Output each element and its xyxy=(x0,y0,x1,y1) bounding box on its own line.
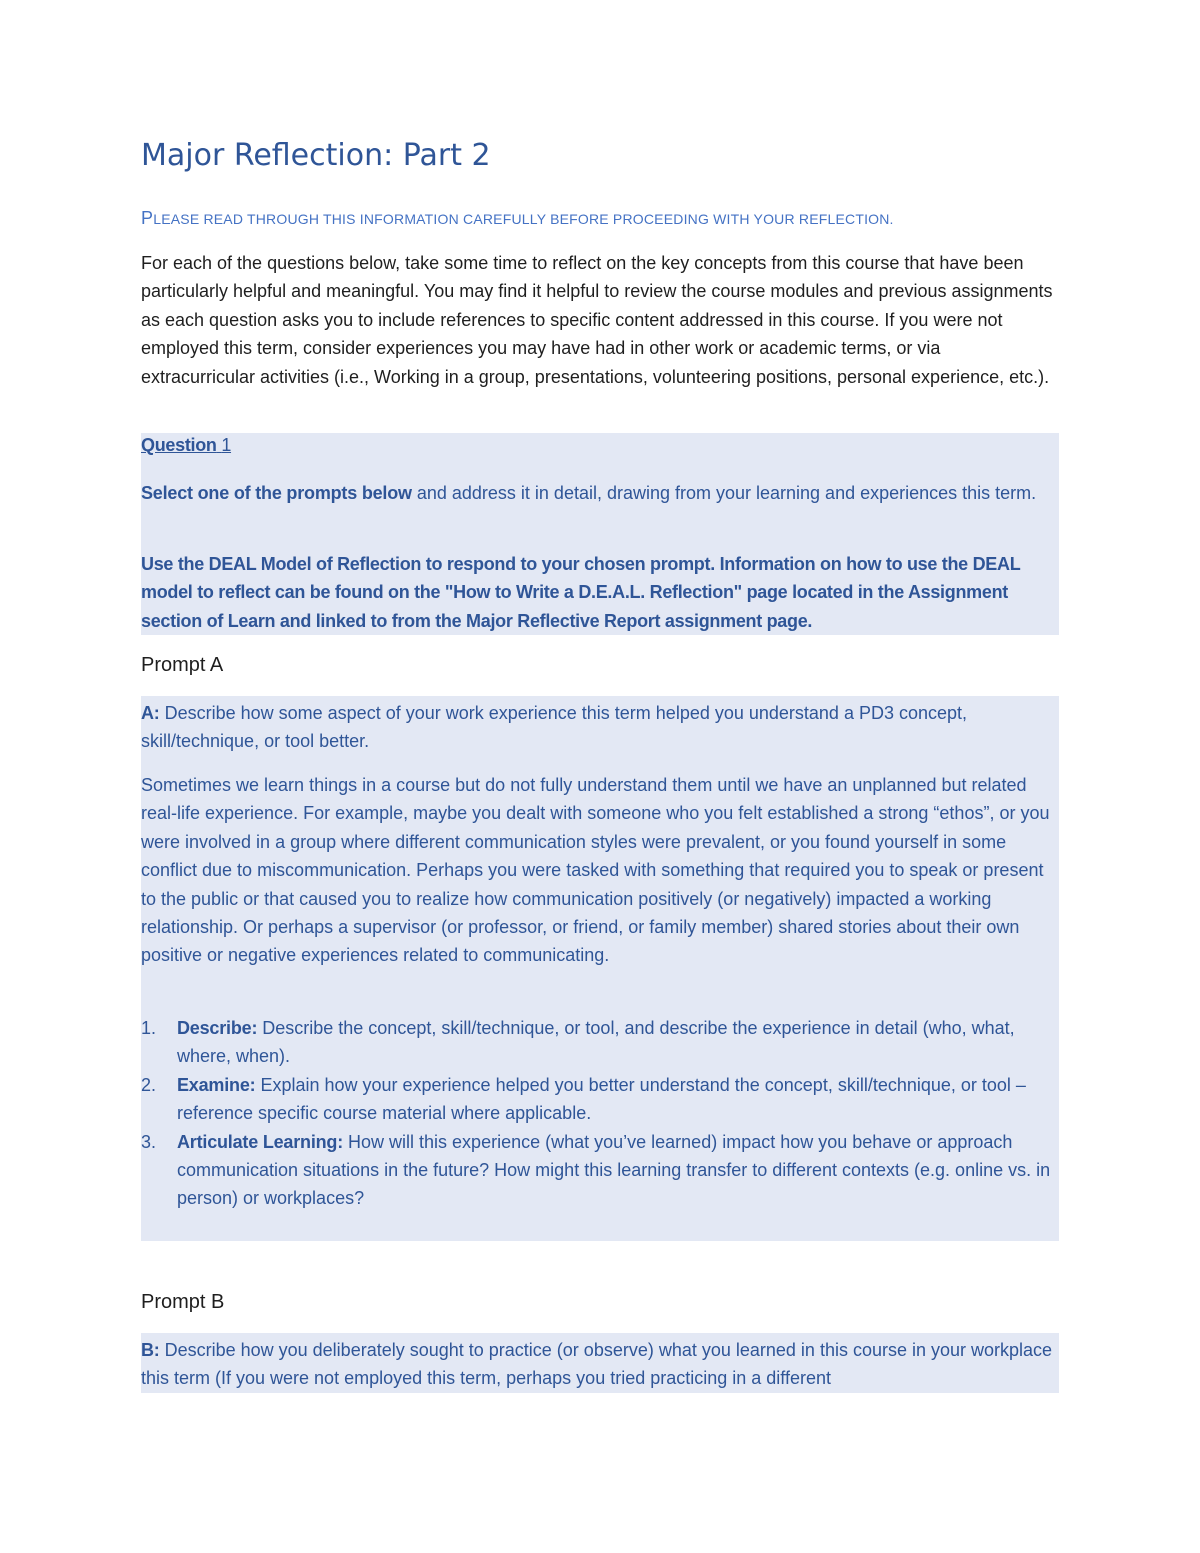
deal-step-articulate xyxy=(141,1128,1053,1213)
question-1-deal-paragraph: Use the DEAL Model of Reflection to respond to your chosen prompt. Information on how to use the DEAL model to reflect can be found on the "How to Write a D.E.A.L. Reflection" page located in the Assignment section of Learn and linked to from the Major Reflective Report assignment page. xyxy=(141,554,1021,631)
step-text: How will this experience (what you’ve learned) impact how you behave or approach communication situations in the future? How might this learning transfer to different contexts (e.g. online vs. in person) or workplaces? xyxy=(177,1131,1051,1209)
step-text: Describe the concept, skill/technique, or tool, and describe the experience in detail (who, what, where, when). xyxy=(177,1018,1015,1067)
deal-step-describe xyxy=(141,1014,1053,1071)
step-label: Describe: xyxy=(177,1018,258,1038)
intro-paragraph: For each of the questions below, take some time to reflect on the key concepts from this course that have been particularly helpful and meaningful. You may find it helpful to review the course modules and previous assignments as each question asks you to include references to specific content addressed in this course. If you were not employed this term, consider experiences you may have had in other work or academic terms, or via extracurricular activities (i.e., Working in a group, presentations, volunteering positions, personal experience, etc.). xyxy=(141,253,1053,387)
prompt-a-description xyxy=(141,699,1053,756)
step-number: 3. xyxy=(141,1131,157,1152)
prompt-b-label: B: xyxy=(141,1340,160,1360)
prompt-a-text: Describe how some aspect of your work experience this term helped you understand a PD3 concept, skill/technique, or tool better. xyxy=(141,703,968,752)
deal-step-examine xyxy=(141,1071,1053,1128)
step-label: Articulate Learning: xyxy=(177,1131,344,1152)
question-1-heading xyxy=(141,435,231,456)
instruction-subtitle xyxy=(141,208,894,229)
question-1-heading-num: 1 xyxy=(221,435,232,455)
subtitle-rest: LEASE READ THROUGH THIS INFORMATION CAREFULLY BEFORE PROCEEDING WITH YOUR REFLECTION. xyxy=(153,211,894,227)
page-title: Major Reflection: Part 2 xyxy=(141,138,491,173)
question-1-select-rest: and address it in detail, drawing from your learning and experiences this term. xyxy=(411,483,1037,503)
question-1-select-bold: Select one of the prompts below xyxy=(141,483,412,503)
prompt-b-description xyxy=(141,1336,1053,1393)
deal-steps-list xyxy=(141,1014,1053,1213)
question-1-heading-word: Question xyxy=(141,435,217,455)
prompt-b-heading: Prompt B xyxy=(141,1291,225,1313)
step-label: Examine: xyxy=(177,1074,256,1095)
step-text: Explain how your experience helped you better understand the concept, skill/technique, or tool – reference specific course material where applicable. xyxy=(177,1074,1026,1124)
question-1-select-paragraph xyxy=(141,479,1053,507)
prompt-b-text: Describe how you deliberately sought to practice (or observe) what you learned in this course in your workplace this term (If you were not employed this term, perhaps you tried practicing in a different xyxy=(141,1340,1053,1389)
prompt-a-heading: Prompt A xyxy=(141,654,224,676)
prompt-a-label: A: xyxy=(141,703,160,723)
step-number: 2. xyxy=(141,1074,157,1095)
step-number: 1. xyxy=(141,1018,157,1038)
prompt-a-body: Sometimes we learn things in a course but do not fully understand them until we have an unplanned but related real-life experience. For example, maybe you dealt with someone who you felt established a strong “ethos”, or you were involved in a group where different communication styles were prevalent, or you found yourself in some conflict due to miscommunication. Perhaps you were tasked with something that required you to speak or present to the public or that caused you to realize how communication positively (or negatively) impacted a working relationship. Or perhaps a supervisor (or professor, or friend, or family member) shared stories about their own positive or negative experiences related to communicating. xyxy=(141,775,1050,966)
subtitle-initial: P xyxy=(141,208,154,228)
